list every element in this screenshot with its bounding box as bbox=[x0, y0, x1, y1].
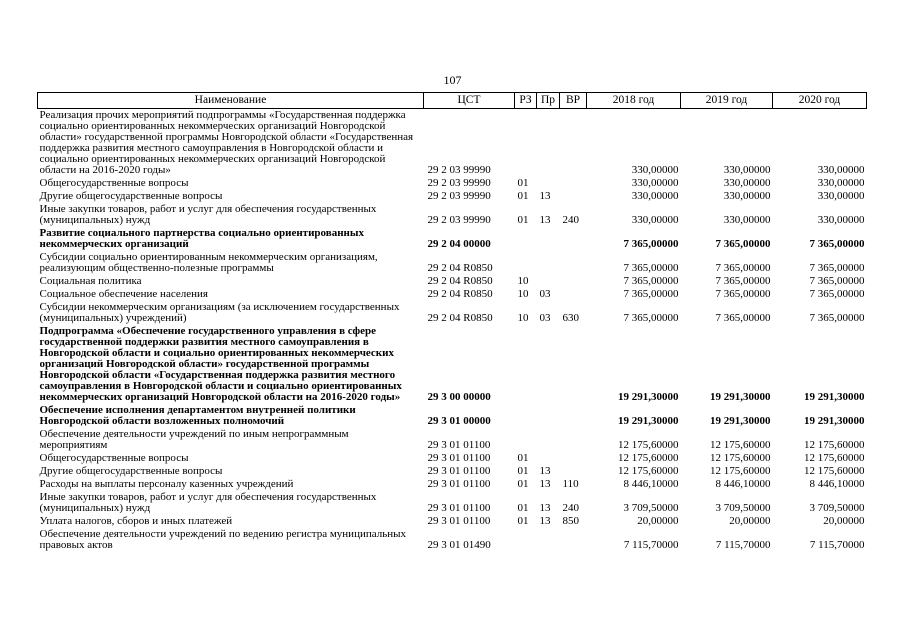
row-2019: 7 365,00000 bbox=[715, 312, 771, 324]
row-2019: 12 175,60000 bbox=[710, 439, 771, 451]
row-vr bbox=[560, 404, 587, 428]
row-pr bbox=[537, 227, 560, 251]
row-2019: 12 175,60000 bbox=[710, 452, 771, 464]
table-row bbox=[38, 478, 867, 491]
row-cst: 29 3 01 01100 bbox=[427, 515, 491, 527]
table-row bbox=[38, 528, 867, 552]
table-row bbox=[38, 288, 867, 301]
row-name: Подпрограмма «Обеспечение государственного управления в сфере государственной поддержки развития местного самоуправления в Новгородской области и социально ориентированных некоммерческих организаций Новгородской области» государственной программы Новгородской области «Государственная поддержка развития местного самоуправления в Новгородской области и социально ориентированных некоммерческих организаций Новгородской области на 2016-2020 годы» bbox=[39, 325, 402, 403]
row-2020: 12 175,60000 bbox=[804, 439, 865, 451]
row-2019: 8 446,10000 bbox=[715, 478, 771, 490]
row-vr bbox=[560, 190, 587, 203]
row-cst: 29 3 01 01100 bbox=[427, 439, 491, 451]
row-2020: 7 365,00000 bbox=[809, 238, 865, 250]
row-2018: 12 175,60000 bbox=[618, 465, 679, 477]
row-rz bbox=[515, 404, 537, 428]
row-name: Развитие социального партнерства социально ориентированных некоммерческих организаций bbox=[39, 227, 364, 250]
column-header-cst: ЦСТ bbox=[424, 93, 515, 109]
row-2018: 7 115,70000 bbox=[623, 539, 679, 551]
row-name: Обеспечение деятельности учреждений по иным непрограммным мероприятиям bbox=[39, 428, 349, 451]
row-rz: 01 bbox=[517, 478, 529, 490]
row-2018: 7 365,00000 bbox=[623, 238, 679, 250]
table-row bbox=[38, 325, 867, 404]
table-row bbox=[38, 203, 867, 227]
table-body bbox=[38, 109, 867, 553]
table-row bbox=[38, 109, 867, 178]
row-2018: 3 709,50000 bbox=[623, 502, 679, 514]
row-2020: 3 709,50000 bbox=[809, 502, 865, 514]
row-2019: 330,00000 bbox=[723, 164, 771, 176]
row-cst: 29 3 01 01100 bbox=[427, 478, 491, 490]
row-pr: 13 bbox=[539, 214, 551, 226]
column-header-pr: Пр bbox=[537, 93, 560, 109]
row-rz bbox=[515, 325, 537, 404]
row-2019: 330,00000 bbox=[723, 177, 771, 189]
row-vr bbox=[560, 275, 587, 288]
row-rz bbox=[515, 109, 537, 178]
table-row bbox=[38, 465, 867, 478]
row-2020: 20,00000 bbox=[823, 515, 865, 527]
row-cst: 29 2 04 R0850 bbox=[427, 262, 493, 274]
row-vr: 240 bbox=[562, 502, 579, 514]
row-2018: 8 446,10000 bbox=[623, 478, 679, 490]
row-2020: 19 291,30000 bbox=[804, 391, 865, 403]
row-vr bbox=[560, 452, 587, 465]
row-2019: 7 365,00000 bbox=[715, 288, 771, 300]
row-2020: 330,00000 bbox=[817, 177, 865, 189]
table-row bbox=[38, 251, 867, 275]
row-2019: 12 175,60000 bbox=[710, 465, 771, 477]
row-rz: 01 bbox=[517, 190, 529, 202]
row-vr bbox=[560, 251, 587, 275]
row-2019: 19 291,30000 bbox=[710, 415, 771, 427]
table-row bbox=[38, 275, 867, 288]
row-rz: 01 bbox=[517, 177, 529, 189]
row-2019: 7 365,00000 bbox=[715, 262, 771, 274]
row-2018: 7 365,00000 bbox=[623, 288, 679, 300]
row-pr bbox=[537, 275, 560, 288]
row-pr: 03 bbox=[539, 288, 551, 300]
row-name: Расходы на выплаты персоналу казенных учреждений bbox=[39, 478, 294, 490]
row-vr bbox=[560, 465, 587, 478]
row-2020: 12 175,60000 bbox=[804, 452, 865, 464]
row-2019: 7 365,00000 bbox=[715, 275, 771, 287]
row-2020: 8 446,10000 bbox=[809, 478, 865, 490]
row-pr bbox=[537, 428, 560, 452]
row-rz: 01 bbox=[517, 515, 529, 527]
row-cst: 29 3 01 01490 bbox=[427, 539, 491, 551]
row-2018: 7 365,00000 bbox=[623, 275, 679, 287]
row-pr: 13 bbox=[539, 465, 551, 477]
row-2018: 12 175,60000 bbox=[618, 439, 679, 451]
row-vr bbox=[560, 428, 587, 452]
row-2019: 20,00000 bbox=[729, 515, 771, 527]
row-cst: 29 2 03 99990 bbox=[427, 164, 491, 176]
table-row bbox=[38, 404, 867, 428]
row-2018: 20,00000 bbox=[637, 515, 679, 527]
row-vr bbox=[560, 325, 587, 404]
row-2018: 19 291,30000 bbox=[618, 415, 679, 427]
row-cst: 29 3 01 01100 bbox=[427, 502, 491, 514]
row-cst: 29 3 00 00000 bbox=[427, 391, 491, 403]
row-vr: 240 bbox=[562, 214, 579, 226]
row-2018: 330,00000 bbox=[631, 190, 679, 202]
row-2020: 7 365,00000 bbox=[809, 312, 865, 324]
row-rz: 01 bbox=[517, 452, 529, 464]
row-2019: 19 291,30000 bbox=[710, 391, 771, 403]
page-number: 107 bbox=[443, 73, 462, 87]
row-pr bbox=[537, 251, 560, 275]
row-cst: 29 2 04 R0850 bbox=[427, 312, 493, 324]
row-rz bbox=[515, 528, 537, 552]
row-pr bbox=[537, 325, 560, 404]
row-name: Уплата налогов, сборов и иных платежей bbox=[39, 515, 233, 527]
row-name: Иные закупки товаров, работ и услуг для обеспечения государственных (муниципальных) нужд bbox=[39, 491, 377, 514]
row-cst: 29 2 03 99990 bbox=[427, 190, 491, 202]
row-name: Субсидии некоммерческим организациям (за исключением государственных (муниципальных) учреждений) bbox=[39, 301, 400, 324]
row-cst: 29 3 01 01100 bbox=[427, 452, 491, 464]
table-row bbox=[38, 491, 867, 515]
row-name: Другие общегосударственные вопросы bbox=[39, 465, 223, 477]
column-header-2019: 2019 год bbox=[681, 93, 773, 109]
row-2018: 330,00000 bbox=[631, 177, 679, 189]
row-pr: 13 bbox=[539, 478, 551, 490]
row-rz: 10 bbox=[517, 275, 529, 287]
row-rz bbox=[515, 251, 537, 275]
row-pr bbox=[537, 528, 560, 552]
row-2020: 7 115,70000 bbox=[809, 539, 865, 551]
table-row bbox=[38, 301, 867, 325]
row-name: Социальная политика bbox=[39, 275, 142, 287]
row-vr: 850 bbox=[562, 515, 579, 527]
row-cst: 29 3 01 00000 bbox=[427, 415, 491, 427]
row-rz bbox=[515, 227, 537, 251]
row-pr bbox=[537, 404, 560, 428]
row-rz: 01 bbox=[517, 502, 529, 514]
row-vr bbox=[560, 528, 587, 552]
row-name: Обеспечение исполнения департаментом внутренней политики Новгородской области возложенных полномочий bbox=[39, 404, 356, 427]
table-row bbox=[38, 515, 867, 528]
row-2019: 3 709,50000 bbox=[715, 502, 771, 514]
row-name: Другие общегосударственные вопросы bbox=[39, 190, 223, 202]
row-vr bbox=[560, 109, 587, 178]
row-pr: 13 bbox=[539, 502, 551, 514]
row-rz: 01 bbox=[517, 465, 529, 477]
row-2020: 7 365,00000 bbox=[809, 262, 865, 274]
row-2020: 19 291,30000 bbox=[804, 415, 865, 427]
row-vr: 110 bbox=[562, 478, 579, 490]
row-2020: 330,00000 bbox=[817, 214, 865, 226]
column-header-2018: 2018 год bbox=[587, 93, 681, 109]
row-name: Иные закупки товаров, работ и услуг для обеспечения государственных (муниципальных) нужд bbox=[39, 203, 377, 226]
row-2020: 7 365,00000 bbox=[809, 275, 865, 287]
row-2019: 7 365,00000 bbox=[715, 238, 771, 250]
budget-table bbox=[37, 92, 867, 552]
row-rz: 01 bbox=[517, 214, 529, 226]
table-row bbox=[38, 227, 867, 251]
row-2020: 7 365,00000 bbox=[809, 288, 865, 300]
table-row bbox=[38, 452, 867, 465]
row-rz bbox=[515, 428, 537, 452]
row-cst: 29 3 01 01100 bbox=[427, 465, 491, 477]
table-row bbox=[38, 177, 867, 190]
row-2020: 330,00000 bbox=[817, 164, 865, 176]
row-name: Обеспечение деятельности учреждений по ведению регистра муниципальных правовых актов bbox=[39, 528, 406, 551]
row-2018: 19 291,30000 bbox=[618, 391, 679, 403]
row-2019: 7 115,70000 bbox=[715, 539, 771, 551]
row-vr bbox=[560, 288, 587, 301]
row-rz: 10 bbox=[517, 288, 529, 300]
row-2018: 12 175,60000 bbox=[618, 452, 679, 464]
row-vr: 630 bbox=[562, 312, 579, 324]
row-pr bbox=[537, 109, 560, 178]
table-header bbox=[38, 93, 867, 109]
row-cst: 29 2 03 99990 bbox=[427, 214, 491, 226]
column-header-name: Наименование bbox=[38, 93, 424, 109]
row-rz: 10 bbox=[517, 312, 529, 324]
row-2019: 330,00000 bbox=[723, 190, 771, 202]
row-name: Социальное обеспечение населения bbox=[39, 288, 208, 300]
column-header-rz: РЗ bbox=[515, 93, 537, 109]
table-row bbox=[38, 428, 867, 452]
row-pr: 13 bbox=[539, 190, 551, 202]
row-name: Субсидии социально ориентированным некоммерческим организациям, реализующим общественно-полезные программы bbox=[39, 251, 378, 274]
row-cst: 29 2 03 99990 bbox=[427, 177, 491, 189]
row-cst: 29 2 04 00000 bbox=[427, 238, 491, 250]
row-2020: 12 175,60000 bbox=[804, 465, 865, 477]
row-pr: 03 bbox=[539, 312, 551, 324]
row-pr: 13 bbox=[539, 515, 551, 527]
row-cst: 29 2 04 R0850 bbox=[427, 275, 493, 287]
row-2020: 330,00000 bbox=[817, 190, 865, 202]
row-pr bbox=[537, 177, 560, 190]
row-vr bbox=[560, 227, 587, 251]
column-header-2020: 2020 год bbox=[773, 93, 867, 109]
row-name: Общегосударственные вопросы bbox=[39, 452, 189, 464]
row-vr bbox=[560, 177, 587, 190]
row-2019: 330,00000 bbox=[723, 214, 771, 226]
row-2018: 330,00000 bbox=[631, 214, 679, 226]
row-name: Реализация прочих мероприятий подпрограммы «Государственная поддержка социально ориентированных некоммерческих организаций Новгородской области» государственной программы Новгородской области «Государственная поддержка развития местного самоуправления в Новгородской области и социально ориентированных некоммерческих организаций Новгородской области на 2016-2020 годы» bbox=[39, 109, 414, 176]
table-row bbox=[38, 190, 867, 203]
column-header-vr: ВР bbox=[560, 93, 587, 109]
row-name: Общегосударственные вопросы bbox=[39, 177, 189, 189]
row-pr bbox=[537, 452, 560, 465]
row-2018: 7 365,00000 bbox=[623, 262, 679, 274]
row-2018: 7 365,00000 bbox=[623, 312, 679, 324]
row-2018: 330,00000 bbox=[631, 164, 679, 176]
row-cst: 29 2 04 R0850 bbox=[427, 288, 493, 300]
